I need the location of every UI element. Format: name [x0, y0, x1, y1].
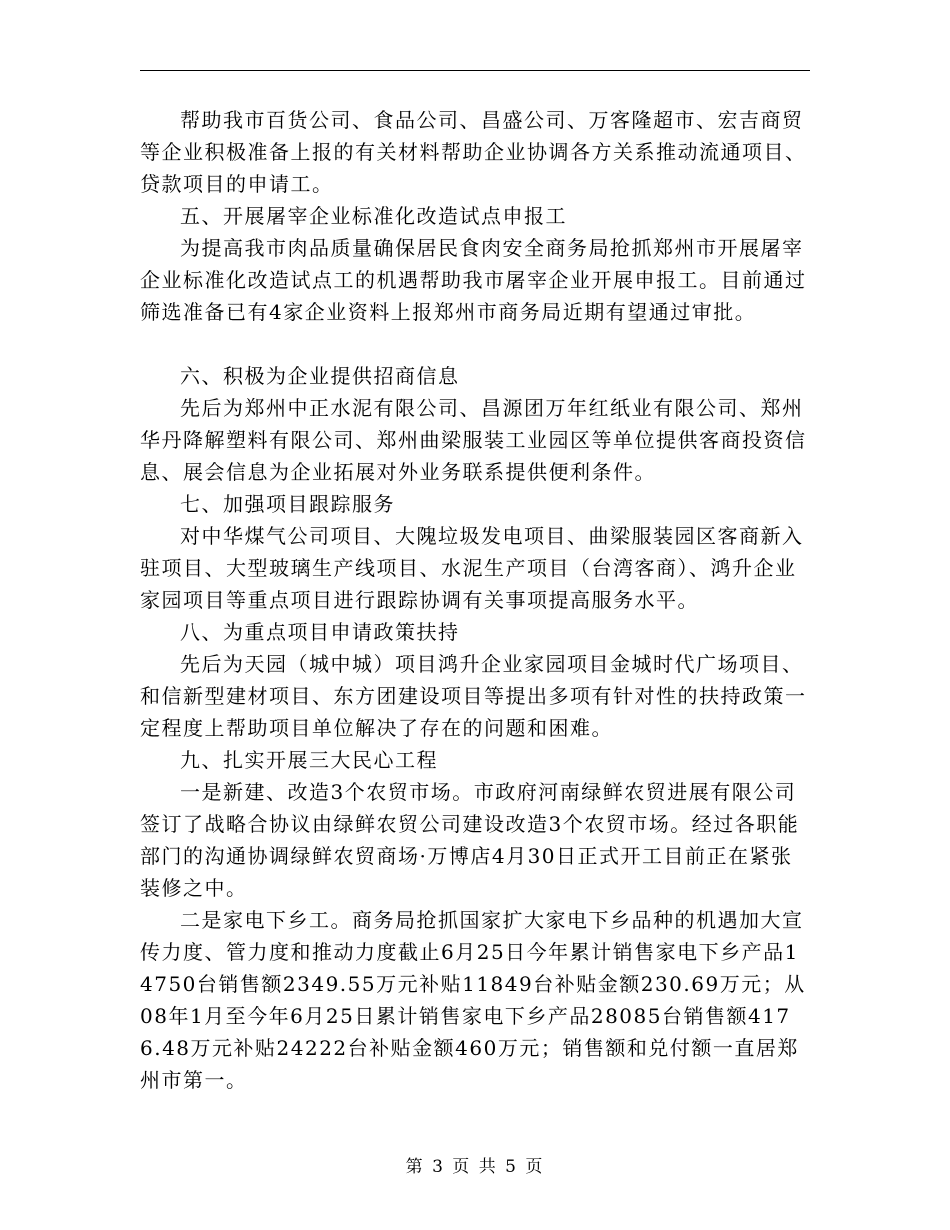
- paragraph-6: 一是新建、改造3个农贸市场。市政府河南绿鲜农贸进展有限公司签订了战略合协议由绿鲜农贸公司建设改造3个农贸市场。经过各职能部门的沟通协调绿鲜农贸商场·万博店4月30日正式开工目前正在紧张装修之中。: [140, 780, 800, 900]
- paragraph-2: 为提高我市肉品质量确保居民食肉安全商务局抢抓郑州市开展屠宰企业标准化改造试点工的机遇帮助我市屠宰企业开展申报工。目前通过筛选准备已有4家企业资料上报郑州市商务局近期有望通过审批。: [140, 236, 807, 324]
- paragraph-gap: [140, 328, 810, 360]
- section-heading-5: 五、开展屠宰企业标准化改造试点申报工: [180, 204, 567, 228]
- paragraph-3: 先后为郑州中正水泥有限公司、昌源团万年红纸业有限公司、郑州华丹降解塑料有限公司、郑州曲梁服装工业园区等单位提供客商投资信息、展会信息为企业拓展对外业务联系提供便利条件。: [140, 396, 807, 484]
- paragraph-5: 先后为天园（城中城）项目鸿升企业家园项目金城时代广场项目、和信新型建材项目、东方团建设项目等提出多项有针对性的扶持政策一定程度上帮助项目单位解决了存在的问题和困难。: [140, 652, 807, 740]
- section-heading-9: 九、扎实开展三大民心工程: [180, 748, 438, 772]
- section-heading-7: 七、加强项目跟踪服务: [180, 492, 395, 516]
- page-number-footer: 第 3 页 共 5 页: [405, 1157, 545, 1177]
- section-heading-8: 八、为重点项目申请政策扶持: [180, 620, 460, 644]
- section-heading-6: 六、积极为企业提供招商信息: [180, 364, 460, 388]
- paragraph-7: 二是家电下乡工。商务局抢抓国家扩大家电下乡品种的机遇加大宣传力度、管力度和推动力度截止6月25日今年累计销售家电下乡产品14750台销售额2349.55万元补贴11849台补贴金额230.69万元；从08年1月至今年6月25日累计销售家电下乡产品28085台销售额4176.48万元补贴24222台补贴金额460万元；销售额和兑付额一直居郑州市第一。: [140, 908, 806, 1092]
- paragraph-1: 帮助我市百货公司、食品公司、昌盛公司、万客隆超市、宏吉商贸等企业积极准备上报的有关材料帮助企业协调各方关系推动流通项目、贷款项目的申请工。: [140, 108, 807, 196]
- header-rule: [140, 70, 810, 71]
- document-body: [140, 104, 810, 1096]
- paragraph-4: 对中华煤气公司项目、大隗垃圾发电项目、曲梁服装园区客商新入驻项目、大型玻璃生产线项目、水泥生产项目（台湾客商）、鸿升企业家园项目等重点项目进行跟踪协调有关事项提高服务水平。: [140, 524, 804, 612]
